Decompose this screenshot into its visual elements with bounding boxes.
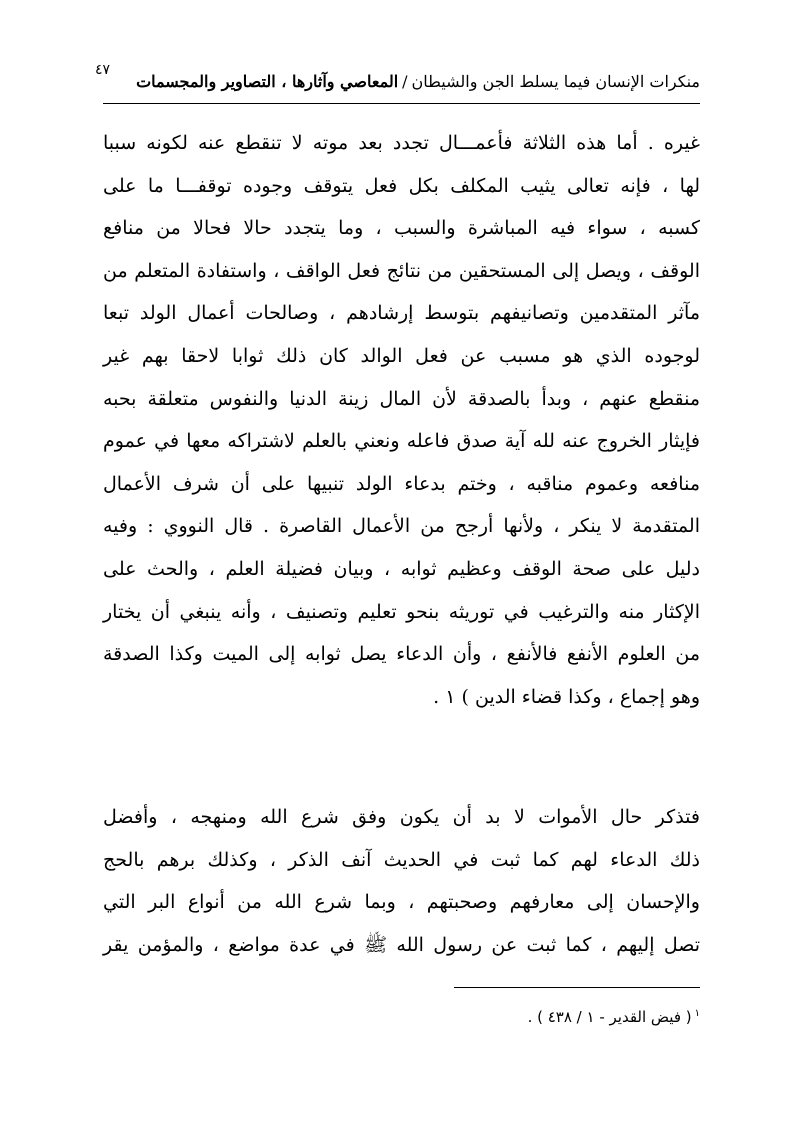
book-title: منكرات الإنسان فيما يسلط الجن والشيطان: [411, 72, 700, 91]
text-line: دليل على صحة الوقف وعظيم ثوابه ، وبيان فضيلة العلم ، والحث على: [103, 557, 700, 580]
text-line: منقطع عنهم ، وبدأ بالصدقة لأن المال زينة الدنيا والنفوس متعلقة بحبه: [103, 387, 700, 410]
paragraph-1: [103, 122, 700, 718]
text-line: وهو إجماع ، وكذا قضاء الدين ) ١ .: [433, 685, 700, 708]
text-line: منافعه وعموم مناقبه ، وختم بدعاء الولد تنبيها على أن شرف الأعمال: [103, 472, 700, 495]
text-line: كسبه ، سواء فيه المباشرة والسبب ، وما يتجدد حالا فحالا من منافع: [103, 217, 700, 240]
chapter-title: المعاصي وآثارها ، التصاوير والمجسمات: [136, 72, 399, 91]
running-header: [136, 72, 700, 91]
text-line: فإيثار الخروج عنه لله آية صدق فاعله ونعني بالعلم لاشتراكه معها في عموم: [103, 430, 700, 453]
text-line: والإحسان إلى معارفهم وصحبتهم ، وبما شرع الله من أنواع البر التي: [103, 891, 700, 914]
page-number: ٤٧: [95, 62, 111, 78]
text-line: فتذكر حال الأموات لا بد أن يكون وفق شرع الله ومنهجه ، وأفضل: [103, 806, 700, 828]
footnote-text: ( فيض القدير - ١ / ٤٣٨ ) .: [527, 1008, 692, 1026]
text-line: لوجوده الذي هو مسبب عن فعل الوالد كان ذلك ثوابا لاحقا بهم غير: [103, 344, 700, 367]
footnote: [300, 1008, 700, 1026]
text-line: من العلوم الأنفع فالأنفع ، وأن الدعاء يصل ثوابه إلى الميت وكذا الصدقة: [103, 643, 700, 666]
footnote-rule: [454, 987, 700, 988]
text-line: مآثر المتقدمين وتصانيفهم بتوسط إرشادهم ، وصالحات أعمال الولد تبعا: [103, 302, 700, 325]
text-line: ذلك الدعاء لهم كما ثبت في الحديث آنف الذكر ، وكذلك برهم بالحج: [103, 848, 700, 871]
text-line: لها ، فإنه تعالى يثيب المكلف بكل فعل يتوقف وجوده توقفـــا ما على: [103, 174, 700, 197]
text-line: تصل إليهم ، كما ثبت عن رسول الله ﷺ في عدة مواضع ، والمؤمن يقر: [103, 933, 700, 956]
header-separator: /: [402, 72, 408, 91]
header-rule: [103, 103, 700, 104]
text-line: غيره . أما هذه الثلاثة فأعمـــال تجدد بعد موته لا تنقطع عنه لكونه سببا: [103, 132, 700, 154]
footnote-marker: ١: [694, 1008, 700, 1019]
text-line: المتقدمة لا ينكر ، ولأنها أرجح من الأعمال القاصرة . قال النووي : وفيه: [103, 515, 700, 538]
text-line: الوقف ، ويصل إلى المستحقين من نتائج فعل الواقف ، واستفادة المتعلم من: [103, 259, 700, 282]
paragraph-2: [103, 796, 700, 966]
text-line: الإكثار منه والترغيب في توريثه بنحو تعليم وتصنيف ، وأنه ينبغي أن يختار: [103, 600, 700, 623]
